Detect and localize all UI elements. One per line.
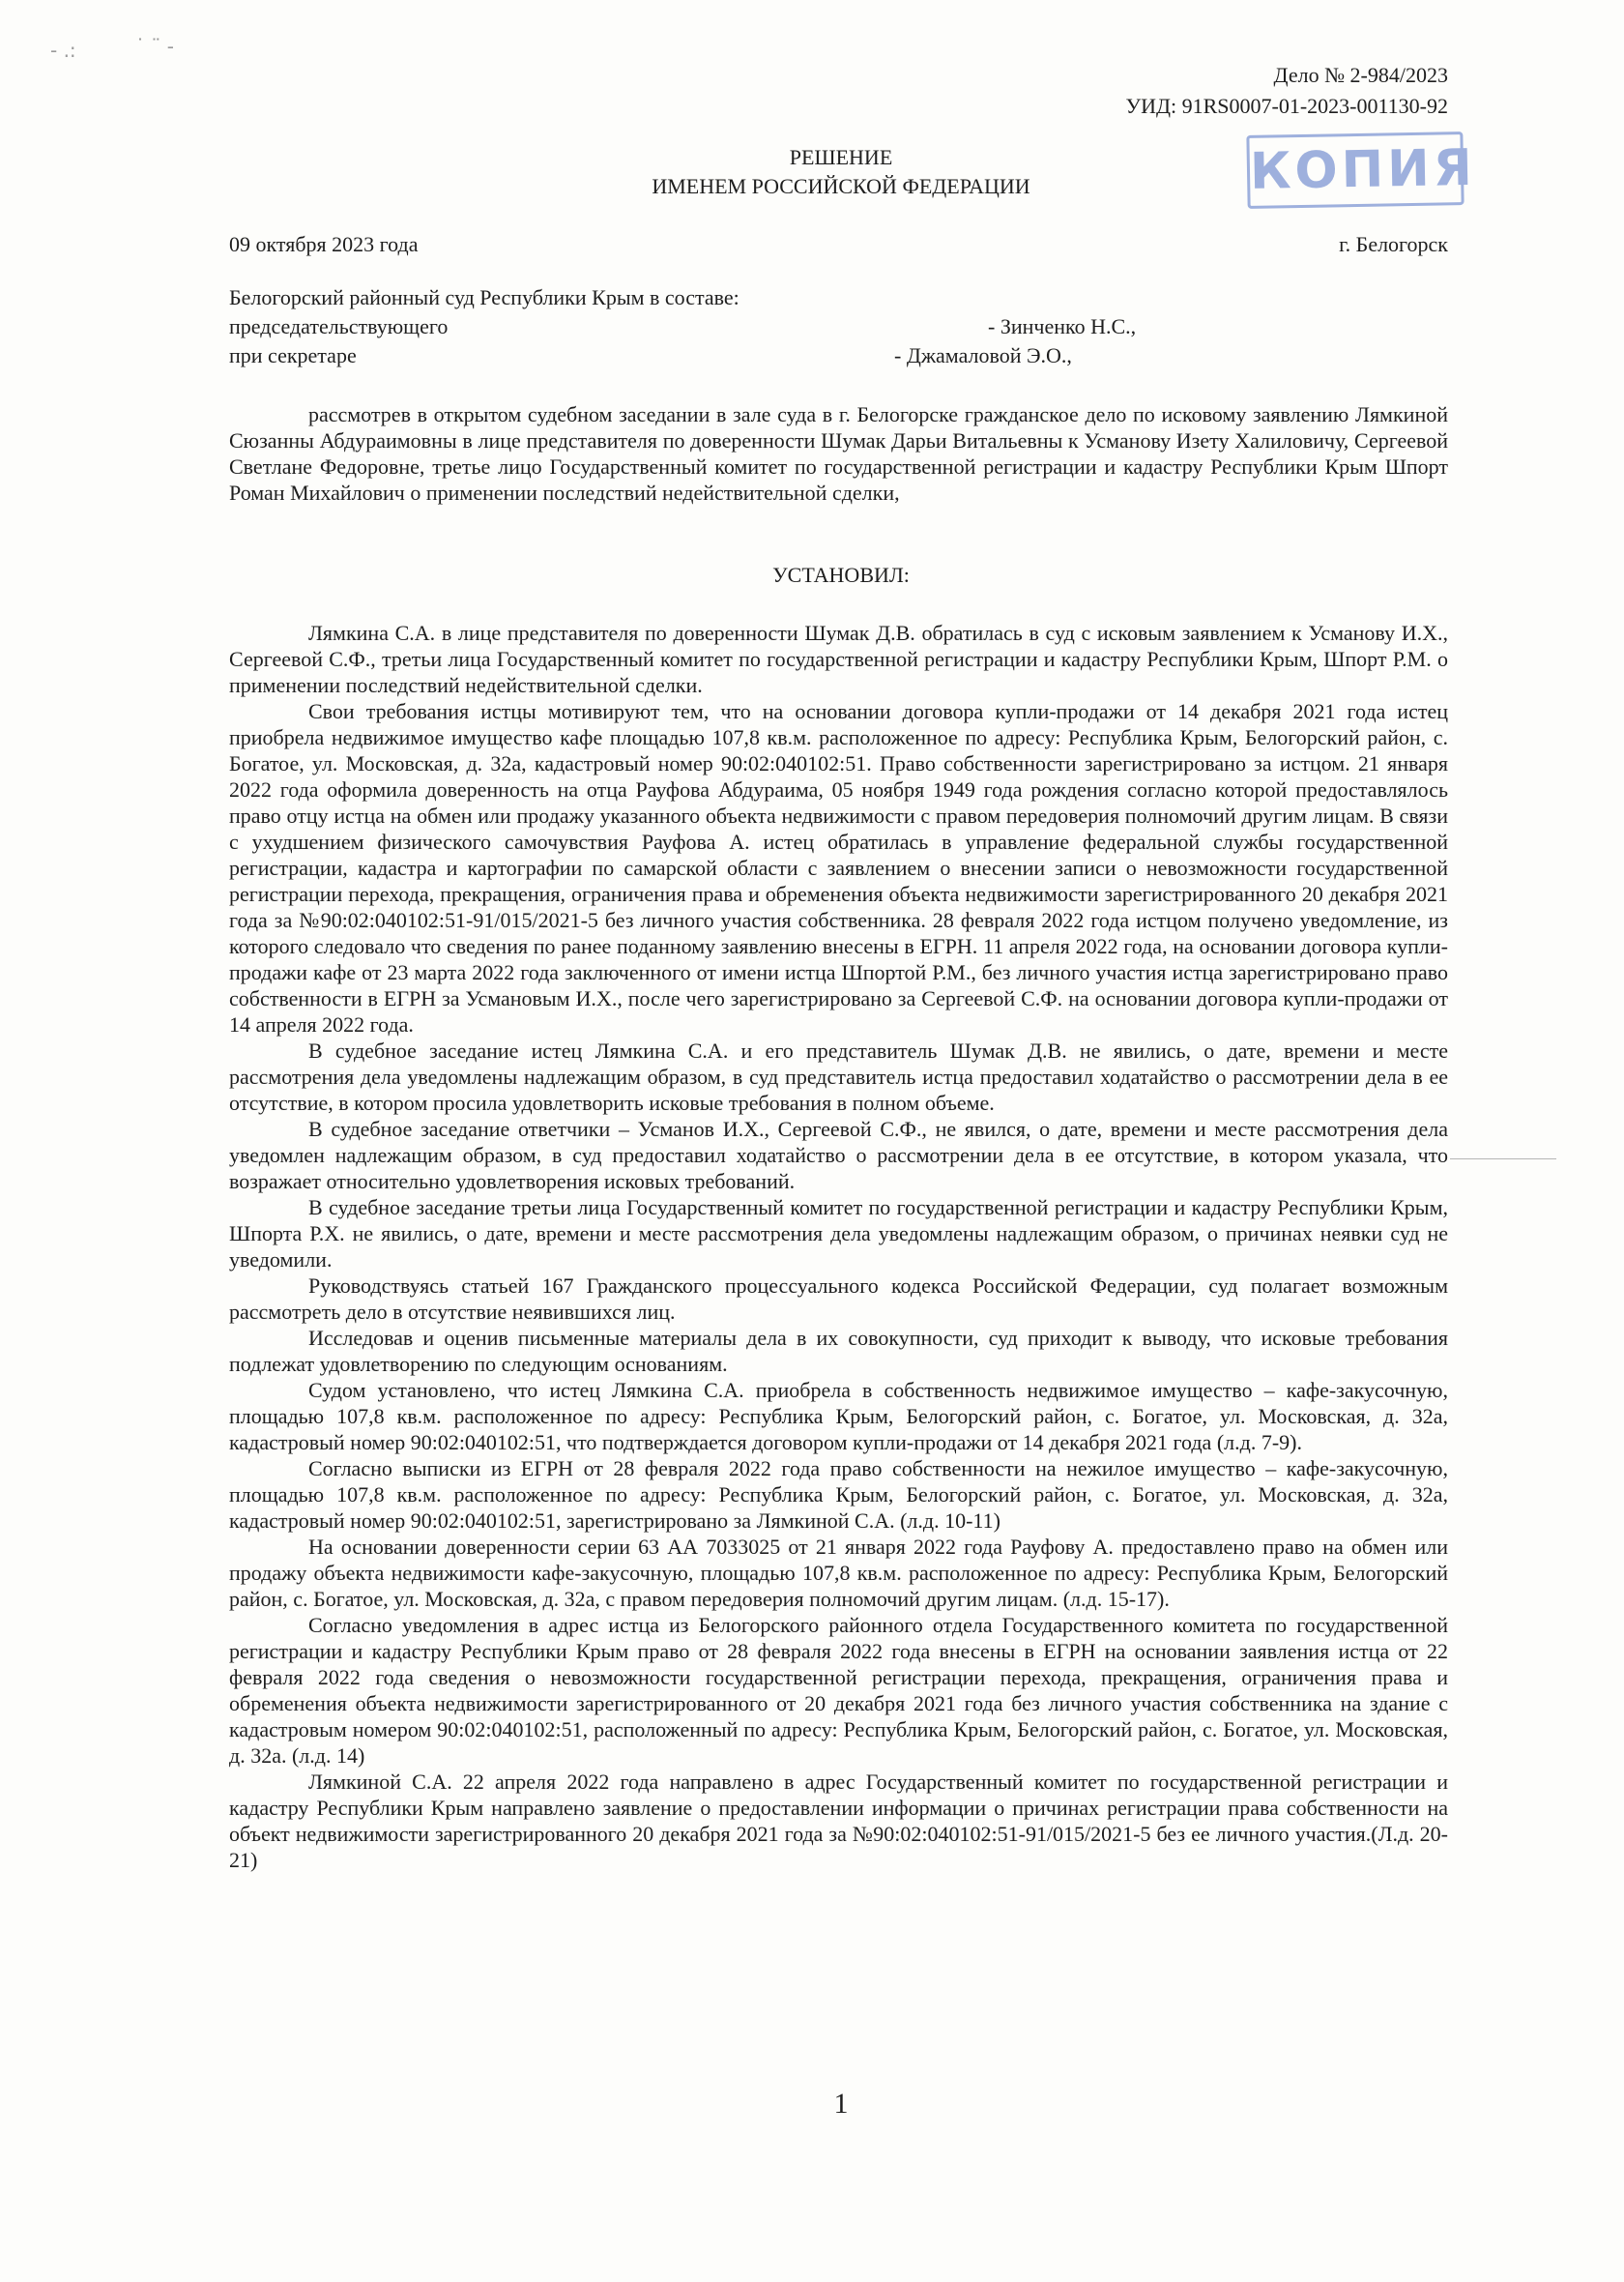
page-number: 1: [833, 2088, 849, 2120]
paragraph: Согласно уведомления в адрес истца из Белогорского районного отдела Государственного комитета по государственной регистрации и кадастру Республики Крым право от 28 февраля 2022 года внесены в ЕГРН на основании заявления истца от 22 февраля 2022 года сведения о невозможности государственной регистрации перехода, прекращения, ограничения права и обременения объекта недвижимости зарегистрированного от 20 декабря 2021 года без личного участия собственника на здание с кадастровым номером 90:02:040102:51, расположенный по адресу: Республика Крым, Белогорский район, с. Богатое, ул. Московская, д. 32а. (л.д. 14): [229, 1613, 1448, 1768]
section-heading: УСТАНОВИЛ:: [772, 563, 910, 587]
paragraph: В судебное заседание истец Лямкина С.А. и его представитель Шумак Д.В. не явились, о дате, времени и месте рассмотрения дела уведомлены надлежащим образом, в суд представитель истца предоставил ходатайство о рассмотрении дела в ее отсутствие, в котором просила удовлетворить исковые требования в полном объеме.: [229, 1039, 1448, 1115]
decision-date: 09 октября 2023 года: [229, 232, 419, 256]
intro-paragraph: [229, 401, 1448, 506]
copy-stamp: КОПИЯ: [1246, 132, 1464, 209]
date-place-line: [229, 232, 1448, 257]
court-name: Белогорский районный суд Республики Крым в составе:: [229, 285, 740, 309]
paragraph: Согласно выписки из ЕГРН от 28 февраля 2022 года право собственности на нежилое имущество – кафе-закусочную, площадью 107,8 кв.м. расположенное по адресу: Республика Крым, Белогорский район, с. Богатое, ул. Московская, д. 32а, кадастровый номер 90:02:040102:51, зарегистрировано за Лямкиной С.А. (л.д. 10-11): [229, 1456, 1448, 1533]
paragraph: Свои требования истцы мотивируют тем, что на основании договора купли-продажи от 14 декабря 2021 года истец приобрела недвижимое имущество кафе площадью 107,8 кв.м. расположенное по адресу: Республика Крым, Белогорский район, с. Богатое, ул. Московская, д. 32а, кадастровый номер 90:02:040102:51. Право собственности зарегистрировано за истцом. 21 января 2022 года оформила доверенность на отца Рауфова Абдураима, 05 ноября 1949 года рождения согласно которой предоставлялось право отцу истца на обмен или продажу указанного объекта недвижимости с правом передоверия полномочий другим лицам. В связи с ухудшением физического самочувствия Рауфова А. истец обратилась в управление федеральной службы государственной регистрации, кадастра и картографии по самарской области с заявлением о внесении записи о невозможности государственной регистрации перехода, прекращения, ограничения права и обременения объекта недвижимости зарегистрированного 20 декабря 2021 года за №90:02:040102:51-91/015/2021-5 без личного участия собственника. 28 февраля 2022 года истцом получено уведомление, из которого следовало что сведения по ранее поданному заявлению внесены в ЕГРН. 11 апреля 2022 года, на основании договора купли-продажи кафе от 23 марта 2022 года заключенного от имени истца Шпортой Р.М., без личного участия истца зарегистрировано право собственности в ЕГРН за Усмановым И.Х., после чего зарегистрировано за Сергеевой С.Ф. на основании договора купли-продажи от 14 апреля 2022 года.: [229, 699, 1448, 1037]
paragraph: В судебное заседание третьи лица Государственный комитет по государственной регистрации и кадастру Республики Крым, Шпорта Р.Х. не явились, о дате, времени и месте рассмотрения дела уведомлены надлежащим образом, о причинах неявки суд не уведомили.: [229, 1195, 1448, 1272]
document-title: РЕШЕНИЕ: [789, 145, 893, 169]
paragraph: Лямкина С.А. в лице представителя по доверенности Шумак Д.В. обратилась в суд с исковым заявлением к Усманову И.Х., Сергеевой С.Ф., третьи лица Государственный комитет по государственной регистрации и кадастру Республики Крым, Шпорт Р.М. о применении последствий недействительной сделки.: [229, 621, 1448, 697]
scan-artifact-left: - .:: [50, 39, 76, 62]
case-reference: [1126, 60, 1448, 122]
paragraph: Руководствуясь статьей 167 Гражданского процессуального кодекса Российской Федерации, суд полагает возможным рассмотреть дело в отсутствие неявившихся лиц.: [229, 1273, 1448, 1324]
decision-body: [229, 620, 1448, 1873]
decision-city: г. Белогорск: [1339, 232, 1448, 256]
paragraph: Судом установлено, что истец Лямкина С.А. приобрела в собственность недвижимое имущество – кафе-закусочную, площадью 107,8 кв.м. расположенное по адресу: Республика Крым, Белогорский район, с. Богатое, ул. Московская, д. 32а, кадастровый номер 90:02:040102:51, что подтверждается договором купли-продажи от 14 декабря 2021 года (л.д. 7-9).: [229, 1378, 1448, 1454]
scan-fold-mark: [1450, 1158, 1556, 1159]
paragraph: Исследовав и оценив письменные материалы дела в их совокупности, суд приходит к выводу, что исковые требования подлежат удовлетворению по следующим основаниям.: [229, 1326, 1448, 1376]
case-number: Дело № 2-984/2023: [1273, 63, 1448, 87]
secretary-label: при секретаре: [229, 343, 357, 367]
paragraph: Лямкиной С.А. 22 апреля 2022 года направлено в адрес Государственный комитет по государственной регистрации и кадастру Республики Крым направлено заявление о предоставлении информации о причинах регистрации права собственности на объект недвижимости зарегистрированного 20 декабря 2021 года за №90:02:040102:51-91/015/2021-5 без ее личного участия.(Л.д. 20-21): [229, 1770, 1448, 1872]
presiding-label: председательствующего: [229, 314, 449, 338]
intro-text: рассмотрев в открытом судебном заседании в зале суда в г. Белогорске гражданское дело по исковому заявлению Лямкиной Сюзанны Абдураимовны в лице представителя по доверенности Шумак Дарьи Витальевны к Усманову Изету Халиловичу, Сергеевой Светлане Федоровне, третье лицо Государственный комитет по государственной регистрации и кадастру Республики Крым Шпорт Роман Михайлович о применении последствий недействительной сделки,: [229, 402, 1448, 505]
secretary-name: - Джамаловой Э.О.,: [894, 343, 1072, 367]
paragraph: В судебное заседание ответчики – Усманов И.Х., Сергеевой С.Ф., не явился, о дате, времени и месте рассмотрения дела уведомлен надлежащим образом, в суд предоставил ходатайство о рассмотрении дела в ее отсутствие, в котором указала, что возражает относительно удовлетворения исковых требований.: [229, 1117, 1448, 1193]
document-subtitle: ИМЕНЕМ РОССИЙСКОЙ ФЕДЕРАЦИИ: [652, 174, 1030, 198]
presiding-name: - Зинченко Н.С.,: [988, 314, 1137, 338]
scan-artifact-right: ˙ ¨ -: [135, 35, 174, 58]
case-uid: УИД: 91RS0007-01-2023-001130-92: [1125, 94, 1448, 118]
paragraph: На основании доверенности серии 63 АА 7033025 от 21 января 2022 года Рауфову А. предоставлено право на обмен или продажу объекта недвижимости кафе-закусочную, площадью 107,8 кв.м. расположенное по адресу: Республика Крым, Белогорский район, с. Богатое, ул. Московская, д. 32а, с правом передоверия полномочий другим лицам. (л.д. 15-17).: [229, 1535, 1448, 1611]
